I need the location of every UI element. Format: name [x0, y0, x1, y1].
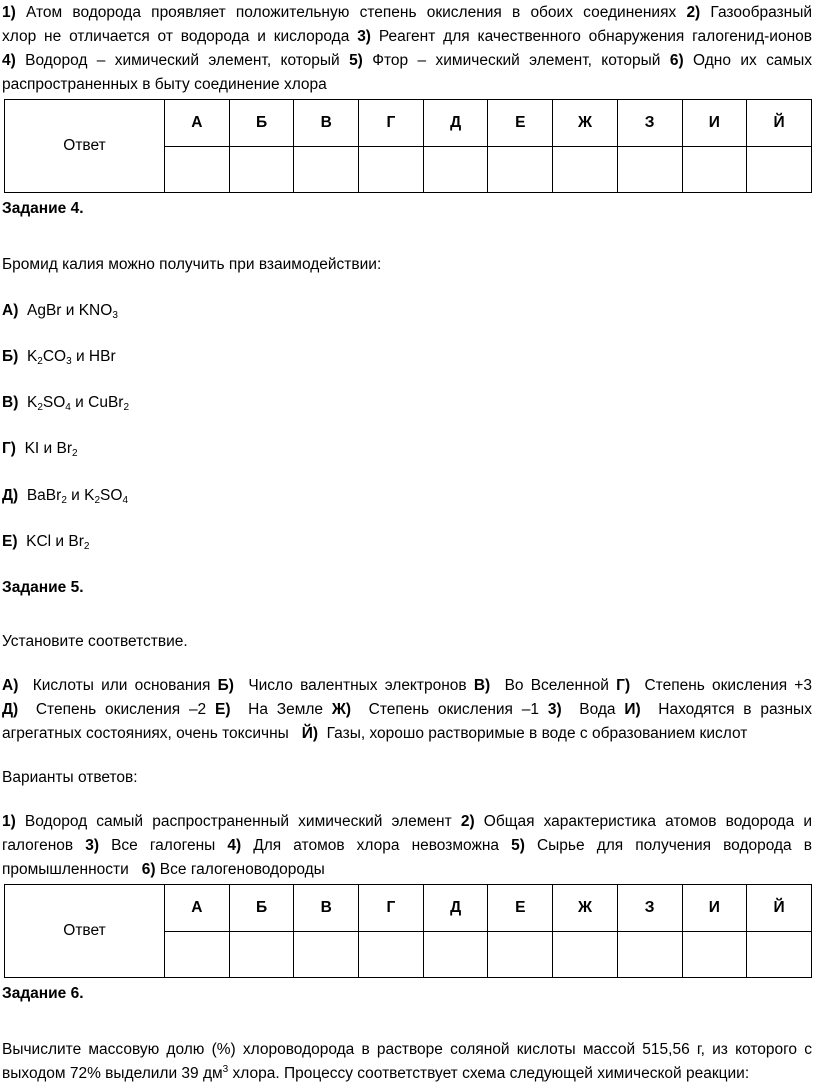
- answer-cell[interactable]: [682, 147, 747, 193]
- task5-variants-label: Варианты ответов:: [2, 769, 138, 786]
- answer-header: И: [682, 100, 747, 147]
- answer-header: Ж: [553, 100, 618, 147]
- answer-header: Е: [488, 100, 553, 147]
- task3-options-line-3: 4) Водород – химический элемент, который 5) Фтор – химический элемент, который 6) Одно их самых: [2, 52, 813, 69]
- task5-items-line-3: агрегатных состояниях, очень токсичны Й) Газы, хорошо растворимые в воде с образованием кислот: [2, 725, 748, 742]
- answer-cell[interactable]: [423, 932, 488, 978]
- task6-heading: Задание 6.: [2, 985, 84, 1002]
- answer-header: Б: [229, 885, 294, 932]
- task4-option-e: Е) KCl и $Br_2$: [2, 533, 90, 552]
- task3-options-line-2: хлор не отличается от водорода и кислорода 3) Реагент для качественного обнаружения галогенид-ионов: [2, 28, 812, 45]
- answer-cell[interactable]: [617, 932, 682, 978]
- answer-header: Д: [423, 100, 488, 147]
- task3-options-line-1: 1) Атом водорода проявляет положительную степень окисления в обоих соединениях 2) Газообразный: [2, 4, 812, 21]
- answer-label: Ответ: [5, 885, 165, 978]
- answer-header: Й: [747, 100, 812, 147]
- answer-cell[interactable]: [294, 147, 359, 193]
- answer-header: З: [617, 885, 682, 932]
- answer-header: Ж: [553, 885, 618, 932]
- task4-option-d: Д) BaBr$_2$ и $K_2SO_4$: [2, 487, 129, 506]
- answer-header: Е: [488, 885, 553, 932]
- answer-header: З: [617, 100, 682, 147]
- answer-header: А: [165, 885, 230, 932]
- answer-cell[interactable]: [617, 147, 682, 193]
- answer-cell[interactable]: [682, 932, 747, 978]
- task4-option-g: Г) KI и $Br_2$: [2, 440, 78, 459]
- answer-cell[interactable]: [294, 932, 359, 978]
- answer-header: В: [294, 885, 359, 932]
- task5-items-line-1: А) Кислоты или основания Б) Число валентных электронов В) Во Вселенной Г) Степень окисления +3: [2, 677, 812, 694]
- answer-cell[interactable]: [423, 147, 488, 193]
- answer-cell[interactable]: [553, 932, 618, 978]
- answer-header: И: [682, 885, 747, 932]
- answer-cell[interactable]: [553, 147, 618, 193]
- answer-cell[interactable]: [229, 932, 294, 978]
- task5-variants-line-3: промышленности 6) Все галогеноводороды: [2, 861, 325, 878]
- answer-header: А: [165, 100, 230, 147]
- answer-cell[interactable]: [747, 147, 812, 193]
- answer-header: Б: [229, 100, 294, 147]
- task4-option-b: Б) $K_2CO_3$ и HBr: [2, 348, 116, 367]
- task4-option-v: В) $K_2SO_4$ и CuBr$_2$: [2, 394, 130, 413]
- task5-instruction: Установите соответствие.: [2, 633, 188, 650]
- task4-question: Бромид калия можно получить при взаимодействии:: [2, 256, 382, 273]
- task4-heading: Задание 4.: [2, 200, 84, 217]
- answer-cell[interactable]: [165, 147, 230, 193]
- task4-option-a: А) AgBr и $KNO_3$: [2, 302, 118, 321]
- task6-line-2: выходом 72% выделили 39 $дм^3$ хлора. Процессу соответствует схема следующей химической реакции:: [2, 1064, 750, 1082]
- task5-variants-line-2: галогенов 3) Все галогены 4) Для атомов хлора невозможна 5) Сырье для получения водорода в: [2, 837, 812, 854]
- answer-header: Г: [359, 885, 424, 932]
- answer-cell[interactable]: [488, 147, 553, 193]
- answer-cell[interactable]: [488, 932, 553, 978]
- answer-header: Д: [423, 885, 488, 932]
- answer-table-1: [4, 99, 812, 193]
- answer-cell[interactable]: [359, 147, 424, 193]
- answer-label: Ответ: [5, 100, 165, 193]
- task5-heading: Задание 5.: [2, 579, 84, 596]
- task3-options-line-4: распространенных в быту соединение хлора: [2, 76, 327, 93]
- task5-variants-line-1: 1) Водород самый распространенный химический элемент 2) Общая характеристика атомов водорода и: [2, 813, 812, 830]
- answer-header: В: [294, 100, 359, 147]
- answer-header: Й: [747, 885, 812, 932]
- task6-line-1: Вычислите массовую долю (%) хлороводорода в растворе соляной кислоты массой 515,56 г, из которого с: [2, 1041, 812, 1058]
- answer-cell[interactable]: [747, 932, 812, 978]
- answer-cell[interactable]: [359, 932, 424, 978]
- answer-cell[interactable]: [165, 932, 230, 978]
- answer-cell[interactable]: [229, 147, 294, 193]
- answer-table-2: [4, 884, 812, 978]
- answer-header: Г: [359, 100, 424, 147]
- task5-items-line-2: Д) Степень окисления –2 Е) На Земле Ж) Степень окисления –1 3) Вода И) Находятся в разных: [2, 701, 812, 718]
